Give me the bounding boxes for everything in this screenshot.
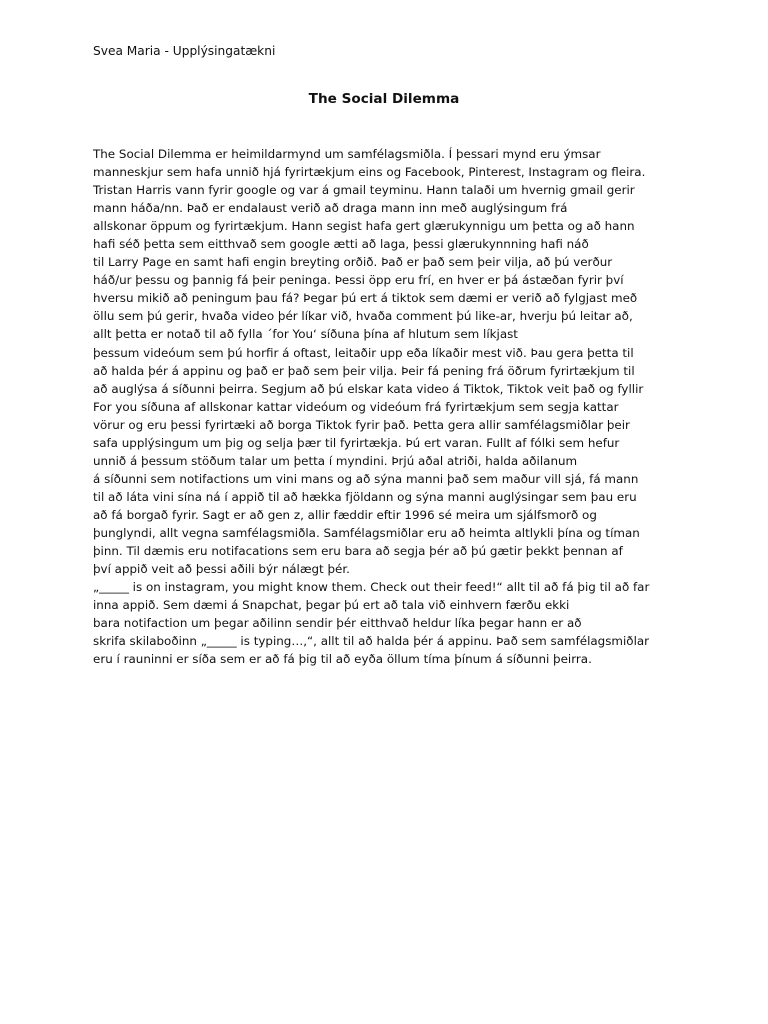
body-line: vörur og eru þessi fyrirtæki að borga Tiktok fyrir það. Þetta gera allir samfélagsmiðlar þeir [93,417,630,432]
document-title: The Social Dilemma [308,91,460,107]
body-line: eru í rauninni er síða sem er að fá þig til að eyða öllum tíma þínum á síðunni þeirra. [93,652,592,667]
body-line: mann háða/nn. Það er endalaust verið að draga mann inn með auglýsingum frá [93,201,568,216]
body-line: hversu mikið að peningum þau fá? Þegar þú ert á tiktok sem dæmi er verið að fylgjast með [93,291,638,306]
body-line: „_____ is on instagram, you might know them. Check out their feed!“ allt til að fá þig til að far [93,580,650,595]
body-line: inna appið. Sem dæmi á Snapchat, þegar þú ert að tala við einhvern færðu ekki [93,598,570,613]
body-line: Tristan Harris vann fyrir google og var á gmail teyminu. Hann talaði um hvernig gmail gerir [93,183,635,198]
body-line: hafi séð þetta sem eitthvað sem google ætti að laga, þessi glærukynnning hafi náð [93,237,589,252]
document-body [93,145,693,668]
body-line: að halda þér á appinu og það er það sem þeir vilja. Þeir fá pening frá öðrum fyrirtækjum til [93,363,635,378]
body-line: manneskjur sem hafa unnið hjá fyrirtækjum eins og Facebook, Pinterest, Instagram og fleira. [93,165,646,180]
body-line: því appið veit að þessi aðili býr nálægt þér. [93,562,350,577]
body-line: að auglýsa á síðunni þeirra. Segjum að þú elskar kata video á Tiktok, Tiktok veit það og fyllir [93,381,644,396]
body-line: skrifa skilaboðinn „_____ is typing…,“, allt til að halda þér á appinu. Það sem samfélagsmiðlar [93,634,650,649]
body-line: allskonar öppum og fyrirtækjum. Hann segist hafa gert glærukynnigu um þetta og að hann [93,219,635,234]
body-line: unnið á þessum stöðum talar um þetta í myndini. Þrjú aðal atriði, halda aðilanum [93,453,578,468]
body-line: til að láta vini sína ná í appið til að hækka fjöldann og sýna manni auglýsingar sem þau eru [93,489,637,504]
body-line: þessum videóum sem þú horfir á oftast, leitaðir upp eða líkaðir mest við. Þau gera þetta til [93,345,634,360]
body-line: að fá borgað fyrir. Sagt er að gen z, allir fæddir eftir 1996 sé meira um sjálfsmorð og [93,507,597,522]
body-line: safa upplýsingum um þig og selja þær til fyrirtækja. Þú ert varan. Fullt af fólki sem hefur [93,435,620,450]
body-line: til Larry Page en samt hafi engin breyting orðið. Það er það sem þeir vilja, að þú verður [93,255,613,270]
body-line: öllu sem þú gerir, hvaða video þér líkar við, hvaða comment þú like-ar, hverju þú leitar að, [93,309,633,324]
body-line: For you síðuna af allskonar kattar videóum og videóum frá fyrirtækjum sem segja kattar [93,399,619,414]
body-line: háð/ur þessu og þannig fá þeir peninga. Þessi öpp eru frí, en hver er þá ástæðan fyrir því [93,273,624,288]
body-line: á síðunni sem notifactions um vini mans og að sýna manni það sem maður vill sjá, fá mann [93,471,639,486]
body-line: þinn. Til dæmis eru notifacations sem eru bara að segja þér að þú gætir þekkt þennan af [93,544,623,559]
body-line: bara notifaction um þegar aðilinn sendir þér eitthvað heldur líka þegar hann er að [93,616,582,631]
body-line: The Social Dilemma er heimildarmynd um samfélagsmiðla. Í þessari mynd eru ýmsar [93,147,601,161]
document-header: Svea Maria - Upplýsingatækni [93,44,276,58]
body-line: þunglyndi, allt vegna samfélagsmiðla. Samfélagsmiðlar eru að heimta altlykli þína og tíman [93,525,640,540]
body-line: allt þetta er notað til að fylla ´for You‘ síðuna þína af hlutum sem líkjast [93,327,518,342]
